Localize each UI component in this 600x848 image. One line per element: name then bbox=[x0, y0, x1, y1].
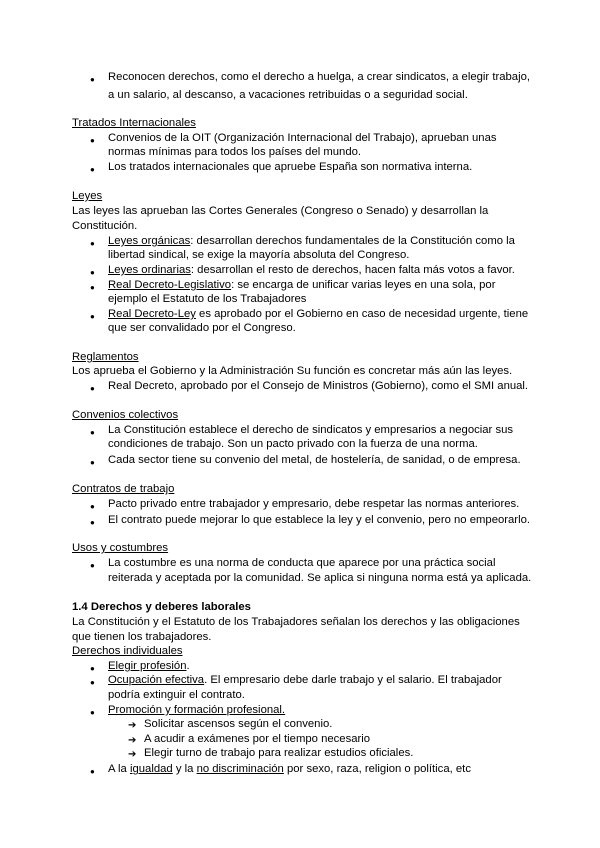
list-item-line: podría extinguir el contrato. bbox=[108, 689, 245, 701]
arrow-right-icon: ➔ bbox=[128, 749, 137, 760]
list-item-line: Los tratados internacionales que apruebe España son normativa interna. bbox=[108, 161, 473, 173]
section-heading-convenios: Convenios colectivos bbox=[72, 409, 179, 421]
list-item-line: Cada sector tiene su convenio del metal, de hostelería, de sanidad, o de empresa. bbox=[108, 454, 521, 466]
term-description: : se encarga de unificar varias leyes en una sola, por bbox=[231, 279, 496, 291]
term-promocion-formacion: Promoción y formación profesional. bbox=[108, 704, 286, 716]
text-fragment: y la bbox=[172, 763, 197, 775]
bullet-dot-icon: ● bbox=[90, 384, 95, 393]
bullet-dot-icon: ● bbox=[90, 561, 95, 570]
bullet-dot-icon: ● bbox=[90, 518, 95, 527]
paragraph-line: Los aprueba el Gobierno y la Administración Su función es concretar más aún las leyes. bbox=[72, 365, 513, 377]
list-item-line: normas mínimas para todos los países del mundo. bbox=[108, 146, 362, 158]
term-description: : desarrollan el resto de derechos, hacen falta más votos a favor. bbox=[190, 264, 515, 276]
list-item-line: Pacto privado entre trabajador y empresario, debe respetar las normas anteriores. bbox=[108, 498, 520, 510]
section-heading-tratados: Tratados Internacionales bbox=[72, 117, 196, 129]
bullet-dot-icon: ● bbox=[90, 165, 95, 174]
bullet-dot-icon: ● bbox=[90, 664, 95, 673]
paragraph-line: que tienen los trabajadores. bbox=[72, 631, 212, 643]
list-item-line: La Constitución establece el derecho de sindicatos y empresarios a negociar sus bbox=[108, 424, 514, 436]
list-item-line: libertad sindical, se exige la mayoría absoluta del Congreso. bbox=[108, 249, 410, 261]
sub-list-item: Solicitar ascensos según el convenio. bbox=[144, 718, 333, 730]
section-heading-reglamentos: Reglamentos bbox=[72, 351, 139, 363]
list-item-line: La costumbre es una norma de conducta que aparece por una práctica social bbox=[108, 557, 496, 569]
list-item-line: Reconocen derechos, como el derecho a huelga, a crear sindicatos, a elegir trabajo, bbox=[108, 71, 531, 83]
text-fragment: A la bbox=[108, 763, 130, 775]
sub-list-item: A acudir a exámenes por el tiempo necesario bbox=[144, 733, 371, 745]
bullet-dot-icon: ● bbox=[90, 239, 95, 248]
section-heading-leyes: Leyes bbox=[72, 190, 103, 202]
list-item-line bbox=[108, 234, 515, 249]
term-leyes-ordinarias: Leyes ordinarias bbox=[108, 264, 191, 276]
bullet-dot-icon: ● bbox=[90, 767, 95, 776]
list-item-line: a un salario, al descanso, a vacaciones retribuidas o a seguridad social. bbox=[108, 89, 468, 101]
term-leyes-organicas: Leyes orgánicas bbox=[108, 235, 191, 247]
list-item-line: Convenios de la OIT (Organización Internacional del Trabajo), aprueban unas bbox=[108, 132, 497, 144]
paragraph-line: Las leyes las aprueban las Cortes Generales (Congreso o Senado) y desarrollan la bbox=[72, 205, 489, 217]
list-item-line bbox=[108, 762, 471, 777]
bullet-dot-icon: ● bbox=[90, 136, 95, 145]
list-item-line: Real Decreto, aprobado por el Consejo de Ministros (Gobierno), como el SMI anual. bbox=[108, 380, 529, 392]
list-item-line: reiterada y aceptada por la comunidad. Se aplica si ninguna norma está ya aplicada. bbox=[108, 572, 532, 584]
term-real-decreto-legislativo: Real Decreto-Legislativo bbox=[108, 279, 232, 291]
arrow-right-icon: ➔ bbox=[128, 720, 137, 731]
term-igualdad: igualdad bbox=[129, 763, 173, 775]
bullet-dot-icon: ● bbox=[90, 708, 95, 717]
list-item-line bbox=[108, 307, 528, 322]
list-item-line: ejemplo el Estatuto de los Trabajadores bbox=[108, 293, 307, 305]
bullet-dot-icon: ● bbox=[90, 678, 95, 687]
term-description: . El empresario debe darle trabajo y el salario. El trabajador bbox=[204, 674, 502, 686]
section-heading-contratos: Contratos de trabajo bbox=[72, 483, 175, 495]
text-fragment: por sexo, raza, religion o política, etc bbox=[283, 763, 471, 775]
bullet-dot-icon: ● bbox=[90, 312, 95, 321]
subheading-derechos-individuales: Derechos individuales bbox=[72, 645, 183, 657]
term-real-decreto-ley: Real Decreto-Ley bbox=[108, 308, 196, 320]
bullet-dot-icon: ● bbox=[90, 75, 95, 84]
term-elegir-profesion: Elegir profesión bbox=[108, 660, 187, 672]
term-ocupacion-efectiva: Ocupación efectiva bbox=[108, 674, 205, 686]
term-no-discriminacion: no discriminación bbox=[196, 763, 284, 775]
paragraph-line: La Constitución y el Estatuto de los Trabajadores señalan los derechos y las obligaciones bbox=[72, 616, 520, 628]
list-item-line bbox=[108, 278, 495, 293]
list-item-line bbox=[108, 263, 515, 278]
bullet-dot-icon: ● bbox=[90, 502, 95, 511]
list-item-line: condiciones de trabajo. Son un pacto privado con la fuerza de una norma. bbox=[108, 438, 478, 450]
bullet-dot-icon: ● bbox=[90, 283, 95, 292]
term-description: es aprobado por el Gobierno en caso de necesidad urgente, tiene bbox=[195, 308, 529, 320]
list-item-line bbox=[108, 673, 502, 688]
section-title-derechos: 1.4 Derechos y deberes laborales bbox=[72, 601, 251, 613]
term-end: . bbox=[186, 660, 190, 672]
bullet-dot-icon: ● bbox=[90, 458, 95, 467]
list-item-line: El contrato puede mejorar lo que establece la ley y el convenio, pero no empeorarlo. bbox=[108, 514, 531, 526]
list-item-line bbox=[108, 659, 190, 674]
list-item-line: que ser convalidado por el Congreso. bbox=[108, 322, 296, 334]
arrow-right-icon: ➔ bbox=[128, 735, 137, 746]
bullet-dot-icon: ● bbox=[90, 428, 95, 437]
term-description: : desarrollan derechos fundamentales de la Constitución como la bbox=[190, 235, 515, 247]
bullet-dot-icon: ● bbox=[90, 268, 95, 277]
sub-list-item: Elegir turno de trabajo para realizar estudios oficiales. bbox=[144, 747, 414, 759]
section-heading-usos: Usos y costumbres bbox=[72, 542, 169, 554]
paragraph-line: Constitución. bbox=[72, 220, 138, 232]
